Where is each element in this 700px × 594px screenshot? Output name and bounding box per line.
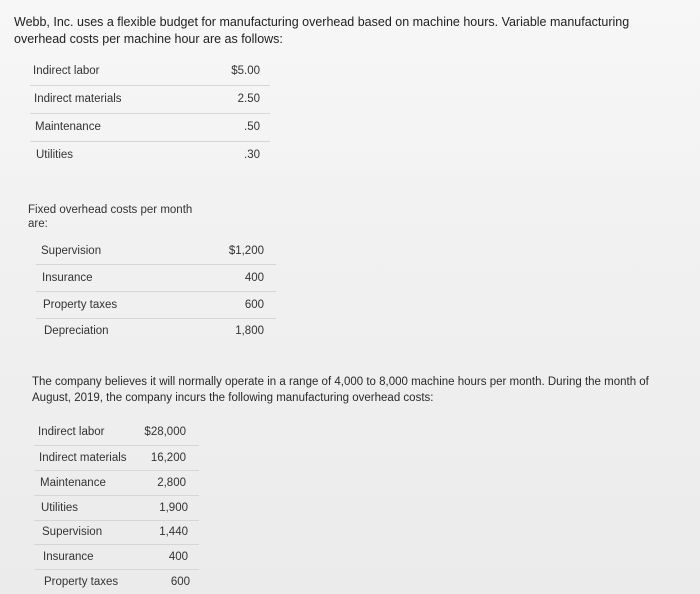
row-divider xyxy=(34,495,199,496)
row-divider xyxy=(34,445,199,446)
fixed-value: 1,800 xyxy=(235,325,264,337)
variable-value: $5.00 xyxy=(231,65,260,77)
actual-label: Supervision xyxy=(42,526,103,538)
variable-label: Indirect materials xyxy=(34,93,122,105)
actual-value: 1,900 xyxy=(159,502,188,514)
variable-value: 2.50 xyxy=(237,93,260,105)
row-divider xyxy=(30,85,270,86)
variable-label: Maintenance xyxy=(35,121,101,133)
row-divider xyxy=(34,520,199,521)
fixed-value: 400 xyxy=(244,272,264,284)
row-divider xyxy=(36,318,276,319)
fixed-label: Depreciation xyxy=(44,325,109,337)
row-divider xyxy=(30,141,270,142)
row-divider xyxy=(34,569,199,570)
fixed-label: Property taxes xyxy=(43,299,118,311)
actual-value: $28,000 xyxy=(144,426,186,438)
fixed-label: Supervision xyxy=(41,245,102,257)
actual-value: 16,200 xyxy=(150,452,186,464)
variable-label: Utilities xyxy=(36,149,74,161)
row-divider xyxy=(34,470,199,471)
actual-value: 2,800 xyxy=(157,477,186,489)
actual-label: Indirect materials xyxy=(39,452,127,464)
actual-label: Indirect labor xyxy=(38,426,105,438)
fixed-value: 600 xyxy=(244,299,264,311)
row-divider xyxy=(30,113,270,114)
actual-value: 600 xyxy=(170,576,190,588)
variable-label: Indirect labor xyxy=(33,65,100,77)
operating-range-text: The company believes it will normally operate in a range of 4,000 to 8,000 machine hours per month. During the month of August, 2019, the company incurs the following manufacturing overhead costs: xyxy=(32,376,649,404)
row-divider xyxy=(34,544,199,545)
row-divider xyxy=(36,291,276,292)
variable-value: .50 xyxy=(244,121,260,133)
actual-value: 400 xyxy=(168,551,188,563)
actual-label: Utilities xyxy=(41,502,79,514)
row-divider xyxy=(36,264,276,265)
actual-value: 1,440 xyxy=(159,526,188,538)
actual-label: Maintenance xyxy=(40,477,106,489)
intro-text: Webb, Inc. uses a flexible budget for manufacturing overhead based on machine hours. Variable manufacturing overhead costs per machine hour are as follows: xyxy=(14,15,630,46)
fixed-label: Insurance xyxy=(42,272,93,284)
fixed-value: $1,200 xyxy=(228,245,264,257)
variable-value: .30 xyxy=(244,149,260,161)
actual-label: Insurance xyxy=(43,551,94,563)
fixed-costs-heading: Fixed overhead costs per month are: xyxy=(28,204,193,230)
actual-label: Property taxes xyxy=(44,576,119,588)
